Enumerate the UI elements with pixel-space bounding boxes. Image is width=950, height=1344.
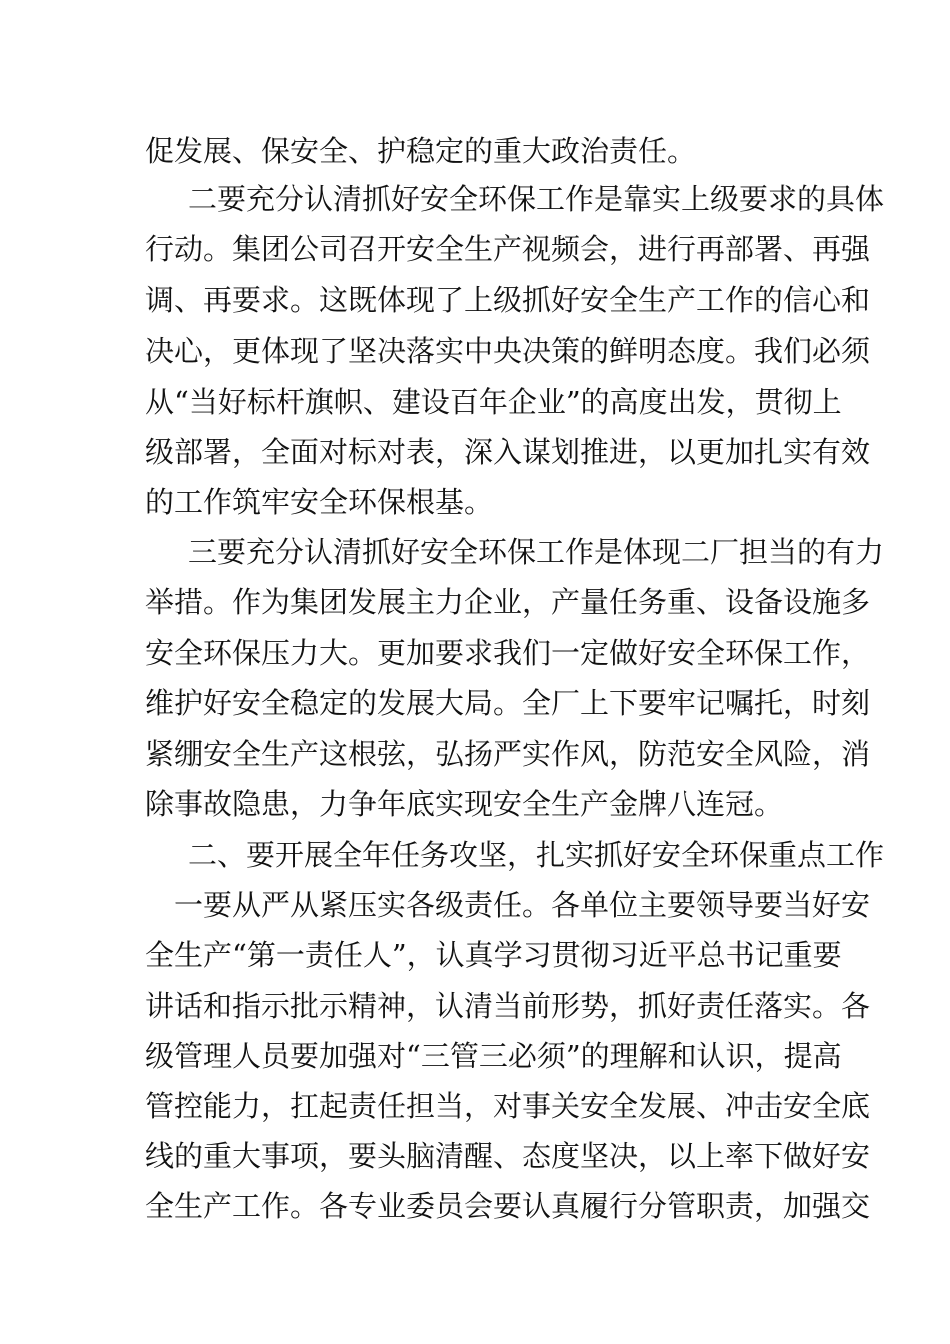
paragraph-3-line-4: 维护好安全稳定的发展大局。全厂上下要牢记嘱托，时刻	[145, 686, 871, 720]
paragraph-4-line-1: 一要从严从紧压实各级责任。各单位主要领导要当好安	[174, 888, 871, 922]
section-heading: 二、要开展全年任务攻坚，扎实抓好安全环保重点工作	[188, 838, 885, 872]
paragraph-3-line-2: 举措。作为集团发展主力企业，产量任务重、设备设施多	[145, 585, 871, 619]
paragraph-2-line-3: 调、再要求。这既体现了上级抓好安全生产工作的信心和	[145, 283, 871, 317]
paragraph-2-line-4: 决心，更体现了坚决落实中央决策的鲜明态度。我们必须	[145, 334, 871, 368]
paragraph-4-line-6: 线的重大事项，要头脑清醒、态度坚决，以上率下做好安	[145, 1139, 871, 1173]
paragraph-3-line-5: 紧绷安全生产这根弦，弘扬严实作风，防范安全风险，消	[145, 737, 871, 771]
paragraph-2-line-1: 二要充分认清抓好安全环保工作是靠实上级要求的具体	[188, 182, 885, 216]
paragraph-3-line-3: 安全环保压力大。更加要求我们一定做好安全环保工作，	[145, 636, 871, 670]
paragraph-2-line-2: 行动。集团公司召开安全生产视频会，进行再部署、再强	[145, 232, 871, 266]
paragraph-4-line-2: 全生产“第一责任人”，认真学习贯彻习近平总书记重要	[145, 938, 842, 972]
paragraph-4-line-4: 级管理人员要加强对“三管三必须”的理解和认识，提高	[145, 1039, 842, 1073]
paragraph-3-line-1: 三要充分认清抓好安全环保工作是体现二厂担当的有力	[188, 535, 885, 569]
paragraph-line-1: 促发展、保安全、护稳定的重大政治责任。	[145, 134, 697, 168]
paragraph-2-line-6: 级部署，全面对标对表，深入谋划推进，以更加扎实有效	[145, 435, 871, 469]
paragraph-4-line-3: 讲话和指示批示精神，认清当前形势，抓好责任落实。各	[145, 989, 871, 1023]
paragraph-3-line-6: 除事故隐患，力争年底实现安全生产金牌八连冠。	[145, 787, 784, 821]
paragraph-2-line-7: 的工作筑牢安全环保根基。	[145, 485, 494, 519]
paragraph-2-line-5: 从“当好标杆旗帜、建设百年企业”的高度出发，贯彻上	[145, 385, 842, 419]
paragraph-4-line-7: 全生产工作。各专业委员会要认真履行分管职责，加强交	[145, 1189, 871, 1223]
paragraph-4-line-5: 管控能力，扛起责任担当，对事关安全发展、冲击安全底	[145, 1089, 871, 1123]
